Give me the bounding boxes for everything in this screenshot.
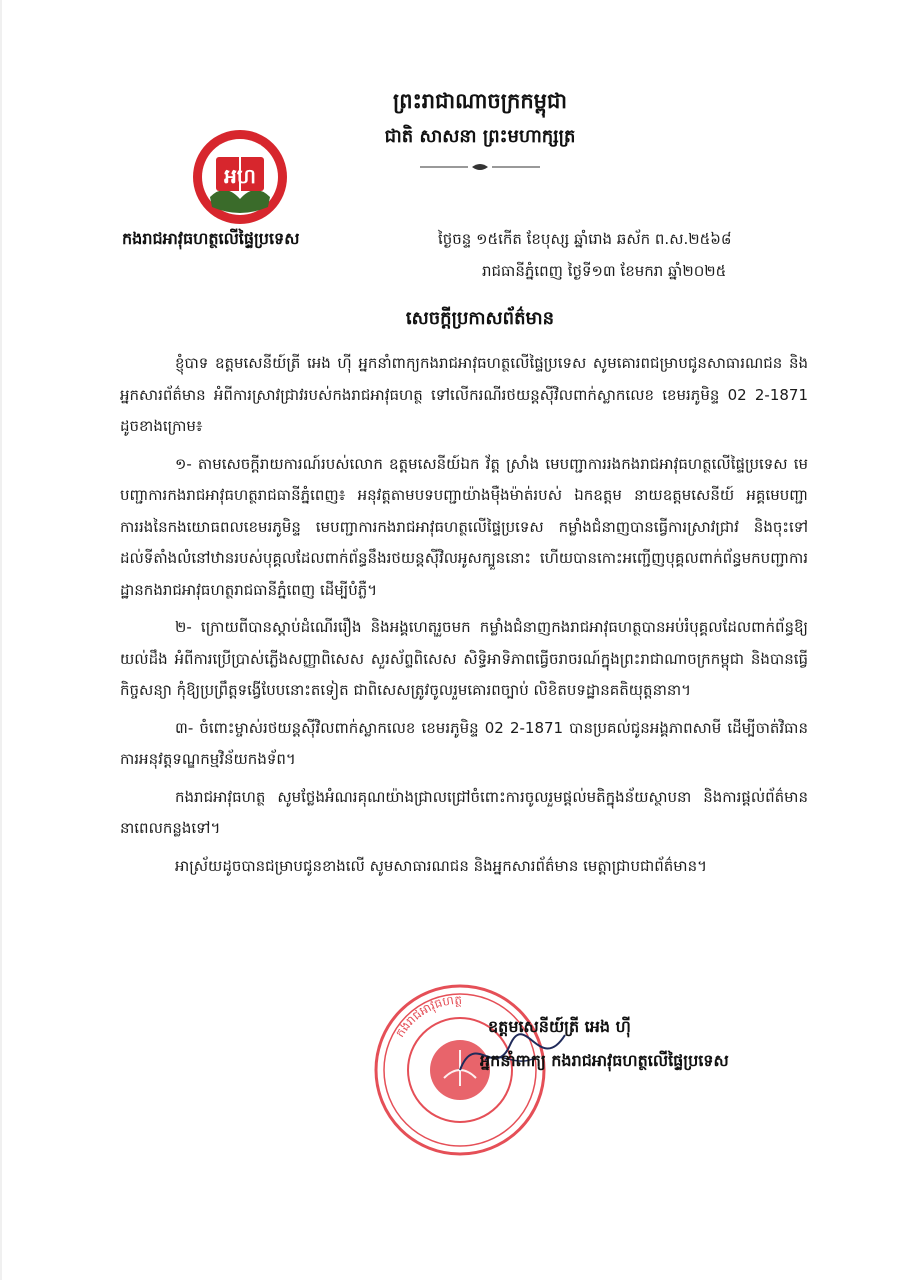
point-3-paragraph: ៣- ចំពោះម្ចាស់រថយន្តស៊ីវិលពាក់ស្លាកលេខ ខេមរភូមិន្ទ 02 2-1871 បានប្រគល់ជូនអង្គភាពសាមី ដើម្បីចាត់វិធានការអនុវត្តទណ្ឌកម្មវិន័យកងទ័ព។ (120, 718, 808, 768)
signer-title: អ្នកនាំពាក្យ កងរាជអាវុធហត្ថលើផ្ទៃប្រទេស (480, 1051, 729, 1070)
emblem-ring-text: កងរាជអាវុធហត្ថ (218, 143, 262, 151)
ornament-divider-icon (420, 161, 540, 173)
seal-ring-text: កងរាជអាវុធហត្ថ (392, 992, 463, 1040)
point-2-paragraph: ២- ក្រោយពីបានស្តាប់ដំណើររឿង និងអង្គហេតុរួចមក កម្លាំងជំនាញកងរាជអាវុធហត្ថបានអប់រំបុគ្គលដែលពាក់ព័ន្ធឱ្យយល់ដឹង អំពីការប្រើប្រាស់ភ្លើងសញ្ញាពិសេស សួរស័ព្ទពិសេស សិទ្ធិអាទិភាពធ្វើចរាចរណ៍ក្នុងព្រះរាជាណាចក្រកម្ពុជា និងបានធ្វើកិច្ចសន្យា កុំឱ្យប្រព្រឹត្តទង្វើបែបនោះតទៀត ជាពិសេសត្រូវចូលរួមគោរពច្បាប់ លិខិតបទដ្ឋានគតិយុត្តនានា។ (120, 618, 808, 699)
thanks-paragraph: កងរាជអាវុធហត្ថ សូមថ្លែងអំណរគុណយ៉ាងជ្រាលជ្រៅចំពោះការចូលរួមផ្តល់មតិក្នុងន័យស្ថាបនា និងការផ្តល់ព័ត៌មាន នាពេលកន្លងទៅ។ (120, 787, 808, 837)
national-motto: ជាតិ សាសនា ព្រះមហាក្សត្រ (384, 126, 576, 147)
gendarmerie-emblem (190, 127, 290, 227)
kingdom-heading: ព្រះរាជាណាចក្រកម្ពុជា (392, 89, 567, 113)
signer-name: ឧត្តមសេនីយ៍ត្រី អេង ហ៊ី (488, 1017, 631, 1036)
issuing-unit: កងរាជអាវុធហត្ថលើផ្ទៃប្រទេស (122, 229, 300, 248)
lunar-date: ថ្ងៃចន្ទ ១៥កើត ខែបុស្ស ឆ្នាំរោង ឆស័ក ព.ស.២៥៦៨ (438, 230, 732, 248)
document-title: សេចក្តីប្រកាសព័ត៌មាន (405, 308, 555, 329)
solar-date: រាជធានីភ្នំពេញ ថ្ងៃទី១៣ ខែមករា ឆ្នាំ២០២៥ (482, 262, 727, 280)
document-body (120, 348, 808, 888)
intro-paragraph: ខ្ញុំបាទ ឧត្តមសេនីយ៍ត្រី អេង ហ៊ី អ្នកនាំពាក្យកងរាជអាវុធហត្ថលើផ្ទៃប្រទេស សូមគោរពជម្រាបជូនសាធារណជន និងអ្នកសារព័ត៌មាន អំពីការស្រាវជ្រាវរបស់កងរាជអាវុធហត្ថ ទៅលើករណីរថយន្តស៊ីវិលពាក់ស្លាកលេខ ខេមរភូមិន្ទ 02 2-1871 ដូចខាងក្រោម៖ (120, 354, 808, 435)
point-1-paragraph: ១- តាមសេចក្តីរាយការណ៍របស់លោក ឧត្តមសេនីយ៍ឯក វ័ត្ត ស្រាំង មេបញ្ជាការរងកងរាជអាវុធហត្ថលើផ្ទៃប្រទេស មេបញ្ជាការកងរាជអាវុធហត្ថរាជធានីភ្នំពេញ៖ អនុវត្តតាមបទបញ្ជាយ៉ាងម៉ឺងម៉ាត់របស់ ឯកឧត្តម នាយឧត្តមសេនីយ៍ អគ្គមេបញ្ជាការរងនៃកងយោធពលខេមរភូមិន្ទ មេបញ្ជាការកងរាជអាវុធហត្ថលើផ្ទៃប្រទេស កម្លាំងជំនាញបានធ្វើការស្រាវជ្រាវ និងចុះទៅដល់ទីតាំងលំនៅឋានរបស់បុគ្គលដែលពាក់ព័ន្ធនឹងរថយន្តស៊ីវិលអូសក្បួននោះ ហើយបានកោះអញ្ជើញបុគ្គលពាក់ព័ន្ធមកបញ្ជាការដ្ឋានកងរាជអាវុធហត្ថរាជធានីភ្នំពេញ ដើម្បីបំភ្លឺ។ (120, 454, 808, 599)
emblem-letters: អហ (224, 164, 256, 188)
closing-paragraph: អាស្រ័យដូចបានជម្រាបជូនខាងលើ សូមសាធារណជន និងអ្នកសារព័ត៌មាន មេត្តាជ្រាបជាព័ត៌មាន។ (175, 856, 707, 875)
